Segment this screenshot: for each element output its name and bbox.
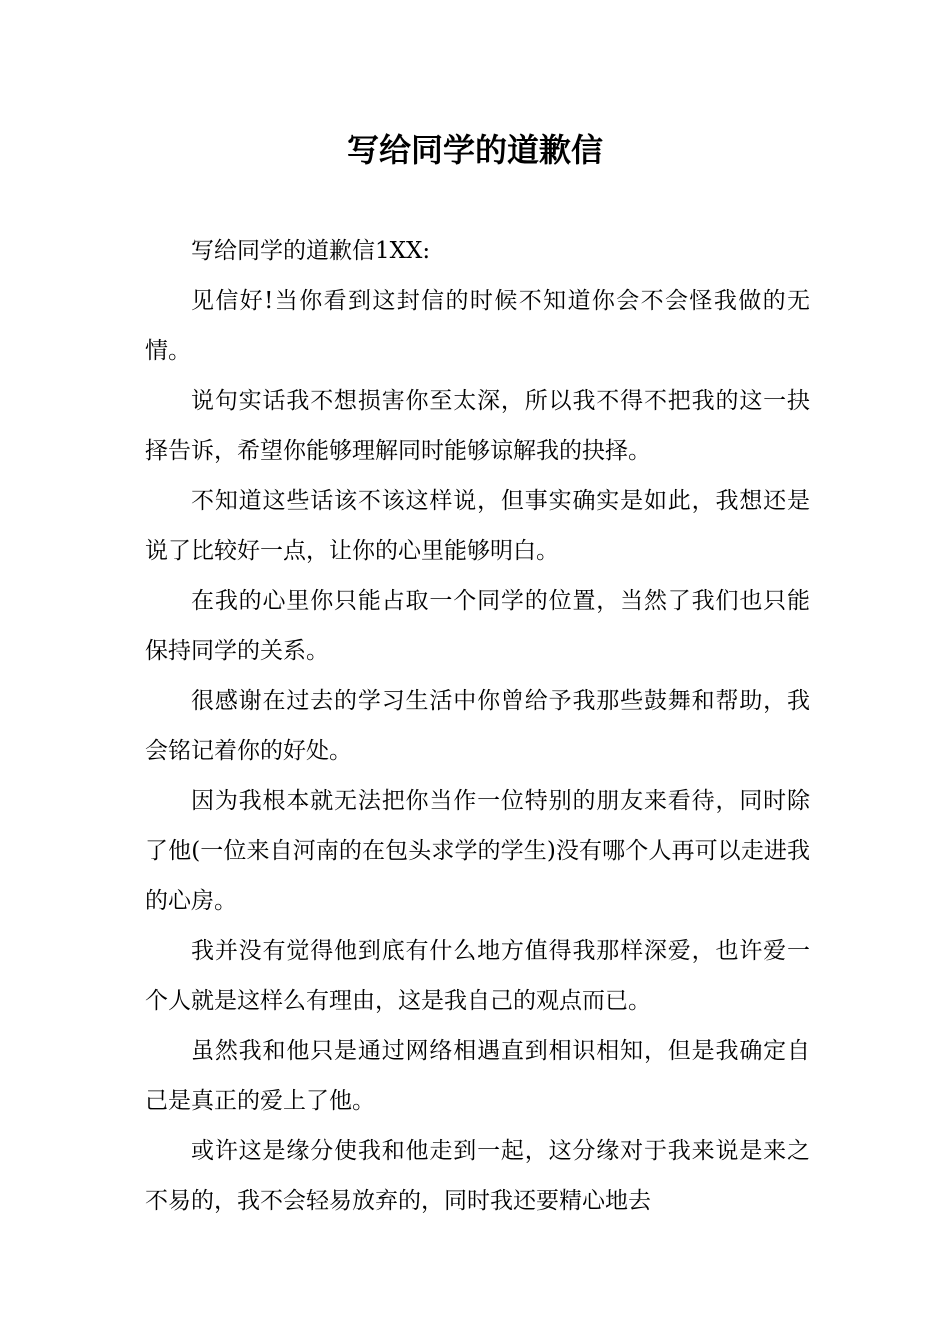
paragraph: 见信好!当你看到这封信的时候不知道你会不会怪我做的无情。 [145, 288, 810, 364]
paragraph: 虽然我和他只是通过网络相遇直到相识相知，但是我确定自己是真正的爱上了他。 [145, 1038, 810, 1114]
paragraph: 或许这是缘分使我和他走到一起，这分缘对于我来说是来之不易的，我不会轻易放弃的，同时我还要精心地去 [145, 1138, 810, 1214]
paragraph: 很感谢在过去的学习生活中你曾给予我那些鼓舞和帮助，我会铭记着你的好处。 [145, 688, 810, 764]
paragraph: 不知道这些话该不该这样说，但事实确实是如此，我想还是说了比较好一点，让你的心里能够明白。 [145, 488, 810, 564]
document-title: 写给同学的道歉信 [346, 131, 603, 169]
paragraph: 在我的心里你只能占取一个同学的位置，当然了我们也只能保持同学的关系。 [145, 588, 810, 664]
letter-body [145, 226, 810, 1226]
paragraph: 说句实话我不想损害你至太深，所以我不得不把我的这一抉择告诉，希望你能够理解同时能够谅解我的抉择。 [145, 388, 810, 464]
paragraph: 我并没有觉得他到底有什么地方值得我那样深爱，也许爱一个人就是这样么有理由，这是我自己的观点而已。 [145, 938, 810, 1014]
paragraph: 因为我根本就无法把你当作一位特别的朋友来看待，同时除了他(一位来自河南的在包头求学的学生)没有哪个人再可以走进我的心房。 [145, 788, 810, 914]
paragraph-salutation: 写给同学的道歉信1XX: [191, 238, 431, 264]
